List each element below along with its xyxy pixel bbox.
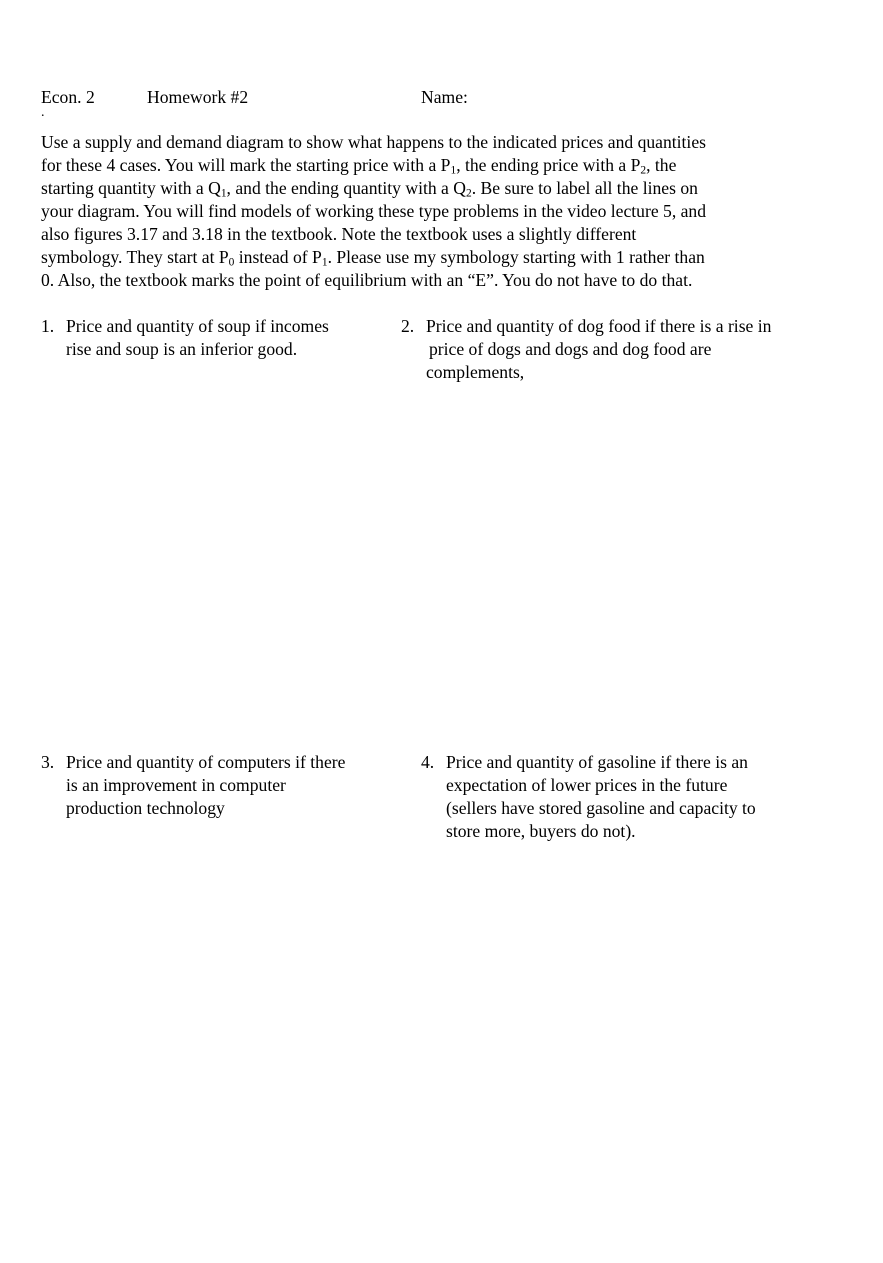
name-label: Name: [421,87,468,107]
question-line: Price and quantity of dog food if there is a rise in [426,316,772,336]
instructions-line: your diagram. You will find models of working these type problems in the video lecture 5, and [41,201,707,221]
subscript: 1 [220,187,227,200]
assignment-title: Homework #2 [147,87,249,107]
text-fragment: . Be sure to label all the lines on [471,178,698,198]
question-line: complements, [426,362,525,382]
header-row [41,86,841,108]
question-number: 4. [421,752,435,772]
text-fragment: , the ending price with a P [456,155,641,175]
text-fragment: instead of P [234,247,322,267]
text-fragment: , the [646,155,677,175]
instructions-line [41,246,841,269]
question-line: rise and soup is an inferior good. [66,339,298,359]
question-line: price of dogs and dogs and dog food are [429,339,712,359]
instructions-paragraph [41,131,841,292]
question-text [66,315,329,361]
text-fragment: . Please use my symbology starting with 1 rather than [327,247,705,267]
question-line: expectation of lower prices in the future [446,775,728,795]
instructions-line [41,154,841,177]
text-fragment: for these 4 cases. You will mark the starting price with a P [41,155,451,175]
question-line: is an improvement in computer [66,775,286,795]
question-line: (sellers have stored gasoline and capacity to [446,798,756,818]
subscript: 0 [228,256,235,269]
question-line: store more, buyers do not). [446,821,636,841]
question-line: Price and quantity of gasoline if there is an [446,752,748,772]
subscript: 2 [465,187,472,200]
instructions-line [41,177,841,200]
text-fragment: starting quantity with a Q [41,178,221,198]
subscript: 1 [450,164,457,177]
question-line: Price and quantity of soup if incomes [66,316,329,336]
question-2 [401,315,841,387]
stray-dot: . [41,105,45,120]
course-label: Econ. 2 [41,87,95,107]
question-number: 1. [41,316,55,336]
question-text [66,751,345,820]
question-text [446,751,756,843]
question-3 [41,751,401,823]
instructions-line: Use a supply and demand diagram to show what happens to the indicated prices and quantities [41,132,706,152]
question-line: Price and quantity of computers if there [66,752,346,772]
question-number: 3. [41,752,55,772]
subscript: 1 [321,256,328,269]
subscript: 2 [640,164,647,177]
question-line: production technology [66,798,225,818]
question-text [426,315,771,384]
text-fragment: , and the ending quantity with a Q [226,178,466,198]
instructions-line: also figures 3.17 and 3.18 in the textbook. Note the textbook uses a slightly different [41,224,637,244]
question-4 [421,751,841,846]
instructions-line: 0. Also, the textbook marks the point of equilibrium with an “E”. You do not have to do that. [41,270,693,290]
question-1 [41,315,381,365]
text-fragment: symbology. They start at P [41,247,229,267]
question-number: 2. [401,316,415,336]
